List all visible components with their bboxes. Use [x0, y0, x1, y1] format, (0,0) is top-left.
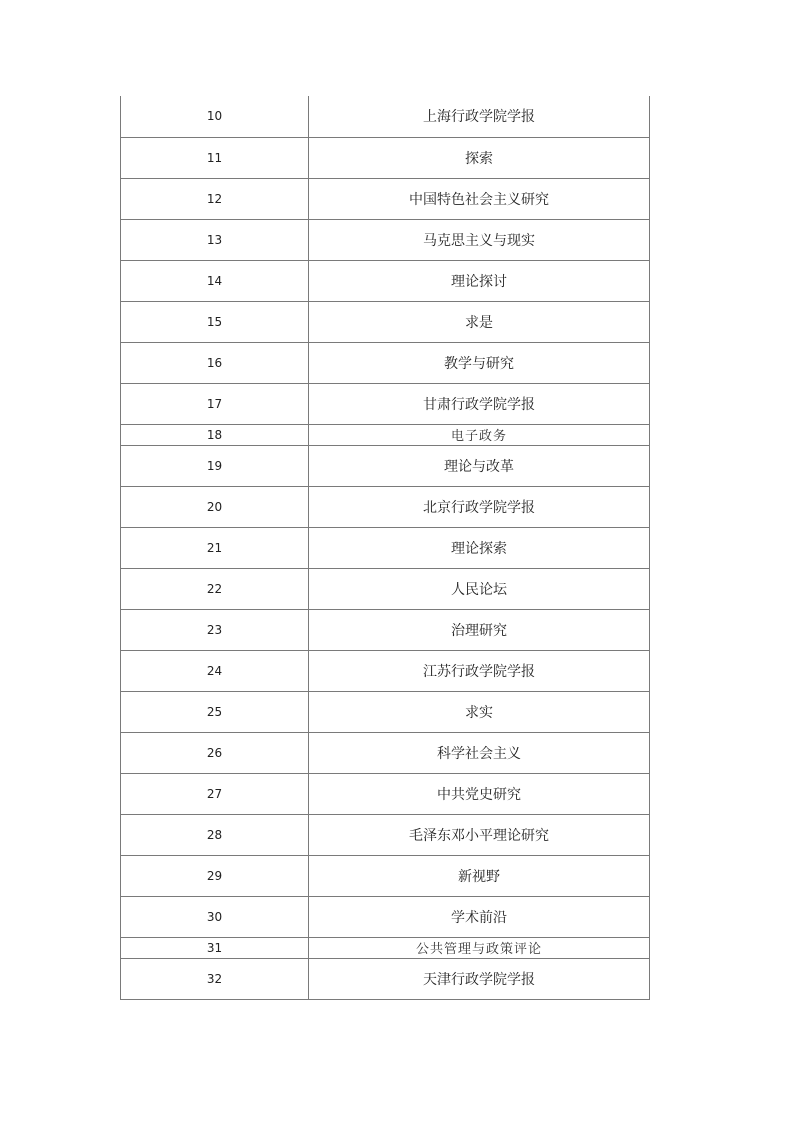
- journal-name: 人民论坛: [309, 568, 650, 609]
- row-number: 23: [121, 609, 309, 650]
- row-number: 13: [121, 219, 309, 260]
- table-row: [121, 445, 650, 486]
- row-number: 11: [121, 137, 309, 178]
- journal-name: 毛泽东邓小平理论研究: [309, 814, 650, 855]
- journal-name: 马克思主义与现实: [309, 219, 650, 260]
- table-row: [121, 486, 650, 527]
- journal-name: 天津行政学院学报: [309, 958, 650, 999]
- journal-name: 江苏行政学院学报: [309, 650, 650, 691]
- table-row: [121, 301, 650, 342]
- table-row: [121, 424, 650, 445]
- table-row: [121, 96, 650, 137]
- row-number: 27: [121, 773, 309, 814]
- journal-name: 治理研究: [309, 609, 650, 650]
- row-number: 21: [121, 527, 309, 568]
- journal-name: 电子政务: [309, 424, 650, 445]
- table-row: [121, 568, 650, 609]
- row-number: 32: [121, 958, 309, 999]
- table-row: [121, 855, 650, 896]
- row-number: 15: [121, 301, 309, 342]
- table-row: [121, 260, 650, 301]
- journal-name: 甘肃行政学院学报: [309, 383, 650, 424]
- journal-name: 求是: [309, 301, 650, 342]
- row-number: 20: [121, 486, 309, 527]
- row-number: 28: [121, 814, 309, 855]
- table-row: [121, 383, 650, 424]
- journal-name: 理论探讨: [309, 260, 650, 301]
- table-row: [121, 219, 650, 260]
- table-row: [121, 814, 650, 855]
- journal-name: 上海行政学院学报: [309, 96, 650, 137]
- table-row: [121, 691, 650, 732]
- journal-name: 公共管理与政策评论: [309, 937, 650, 958]
- row-number: 31: [121, 937, 309, 958]
- row-number: 29: [121, 855, 309, 896]
- journal-name: 求实: [309, 691, 650, 732]
- table-row: [121, 650, 650, 691]
- journal-name: 理论探索: [309, 527, 650, 568]
- table-row: [121, 773, 650, 814]
- table-row: [121, 937, 650, 958]
- row-number: 14: [121, 260, 309, 301]
- journal-name: 新视野: [309, 855, 650, 896]
- table-row: [121, 342, 650, 383]
- row-number: 10: [121, 96, 309, 137]
- journal-table: [120, 96, 650, 1000]
- table-row: [121, 137, 650, 178]
- journal-name: 学术前沿: [309, 896, 650, 937]
- journal-name: 科学社会主义: [309, 732, 650, 773]
- row-number: 25: [121, 691, 309, 732]
- row-number: 26: [121, 732, 309, 773]
- journal-name: 中共党史研究: [309, 773, 650, 814]
- row-number: 17: [121, 383, 309, 424]
- journal-name: 北京行政学院学报: [309, 486, 650, 527]
- row-number: 12: [121, 178, 309, 219]
- table-row: [121, 178, 650, 219]
- table-row: [121, 609, 650, 650]
- row-number: 24: [121, 650, 309, 691]
- journal-table-body: [121, 96, 650, 999]
- table-row: [121, 958, 650, 999]
- table-row: [121, 732, 650, 773]
- table-row: [121, 527, 650, 568]
- table-row: [121, 896, 650, 937]
- row-number: 19: [121, 445, 309, 486]
- journal-name: 理论与改革: [309, 445, 650, 486]
- journal-name: 中国特色社会主义研究: [309, 178, 650, 219]
- journal-name: 探索: [309, 137, 650, 178]
- journal-name: 教学与研究: [309, 342, 650, 383]
- row-number: 30: [121, 896, 309, 937]
- row-number: 18: [121, 424, 309, 445]
- row-number: 16: [121, 342, 309, 383]
- row-number: 22: [121, 568, 309, 609]
